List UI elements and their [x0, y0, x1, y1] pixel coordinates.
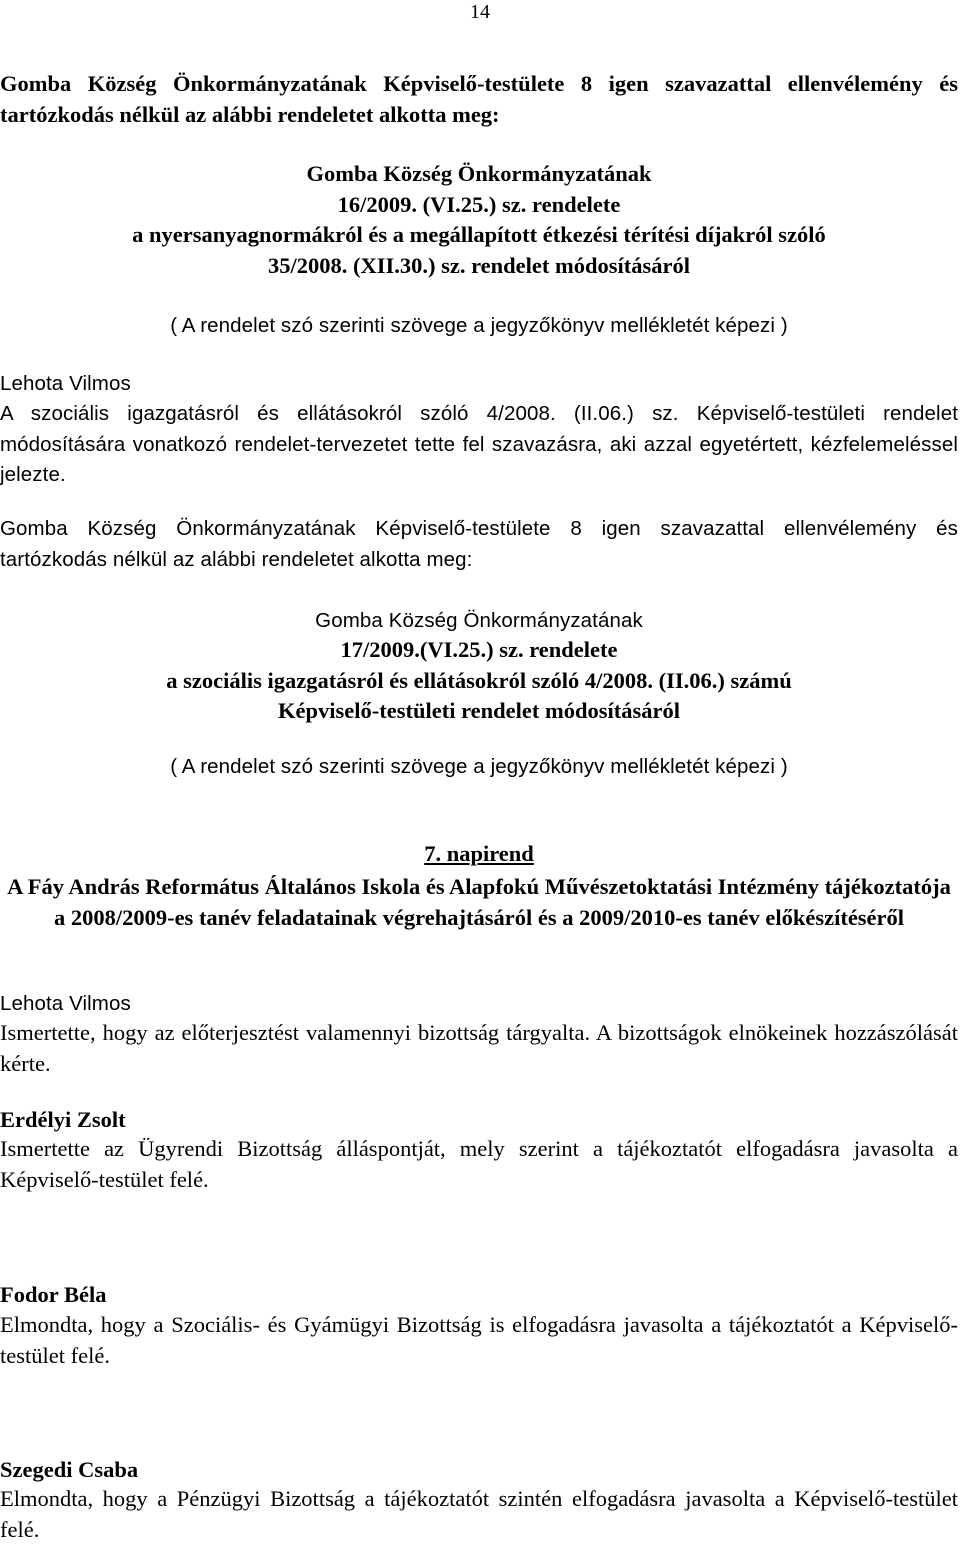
speaker-1-name: Lehota Vilmos [0, 372, 131, 395]
decree-2-line3: a szociális igazgatásról és ellátásokról szóló 4/2008. (II.06.) számú [166, 667, 792, 693]
resolution-intro-2: Gomba Község Önkormányzatának Képviselő-testülete 8 igen szavazattal ellenvélemény és tartózkodás nélkül az alábbi rendeletet alkotta meg: [0, 517, 958, 571]
page-number: 14 [470, 1, 490, 23]
decree-1-header [0, 159, 958, 281]
speaker-5-text: Elmondta, hogy a Pénzügyi Bizottság a tájékoztatót szintén elfogadásra javasolta a Képviselő-testület felé. [0, 1486, 958, 1542]
speaker-1-text: A szociális igazgatásról és ellátásokról szóló 4/2008. (II.06.) sz. Képviselő-testületi rendelet módosítására vonatkozó rendelet-tervezetet tette fel szavazásra, aki azzal egyetértett, kézfelemeléssel jelezte. [0, 402, 958, 486]
speaker-5-name: Szegedi Csaba [0, 1457, 139, 1482]
resolution-intro-1-text: Gomba Község Önkormányzatának Képviselő-testülete 8 igen szavazattal ellenvélemény és tartózkodás nélkül az alábbi rendeletet alkotta meg: [0, 71, 958, 127]
agenda-title: A Fáy András Református Általános Iskola és Alapfokú Művészetoktatási Intézmény tájékoztatója a 2008/2009-es tanév feladatainak végrehajtásáról és a 2009/2010-es tanév előkészítéséről [7, 874, 951, 930]
decree-2-note: ( A rendelet szó szerinti szövege a jegyzőkönyv mellékletét képezi ) [170, 755, 788, 778]
agenda-heading [0, 839, 958, 870]
speaker-3-name: Erdélyi Zsolt [0, 1107, 126, 1132]
speaker-2-text: Ismertette, hogy az előterjesztést valamennyi bizottság tárgyalta. A bizottságok elnökeinek hozzászólását kérte. [0, 1020, 958, 1076]
decree-2-line2: 17/2009.(VI.25.) sz. rendelete [340, 637, 618, 662]
speaker-4-text: Elmondta, hogy a Szociális- és Gyámügyi Bizottság is elfogadásra javasolta a tájékoztatót a Képviselő-testület felé. [0, 1312, 958, 1368]
decree-2-header [0, 606, 958, 637]
decree-1-line2: 16/2009. (VI.25.) sz. rendelete [337, 191, 621, 217]
speaker-3-text: Ismertette az Ügyrendi Bizottság álláspontját, mely szerint a tájékoztatót elfogadásra javasolta a Képviselő-testület felé. [0, 1136, 958, 1192]
decree-1-line1: Gomba Község Önkormányzatának [306, 161, 652, 186]
speaker-4-name: Fodor Béla [0, 1282, 107, 1307]
decree-2-line4: Képviselő-testületi rendelet módosításáról [277, 698, 681, 723]
decree-1-note: ( A rendelet szó szerinti szövege a jegyzőkönyv mellékletét képezi ) [170, 314, 788, 337]
agenda-heading-text: 7. napirend [424, 841, 534, 866]
decree-1-line3: a nyersanyagnormákról és a megállapított étkezési térítési díjakról szóló [132, 222, 826, 247]
decree-1-line4: 35/2008. (XII.30.) sz. rendelet módosításáról [267, 252, 691, 278]
speaker-2-name: Lehota Vilmos [0, 992, 131, 1015]
decree-2-body [0, 635, 958, 727]
decree-2-line1: Gomba Község Önkormányzatának [315, 609, 643, 632]
resolution-intro-1 [0, 69, 958, 130]
